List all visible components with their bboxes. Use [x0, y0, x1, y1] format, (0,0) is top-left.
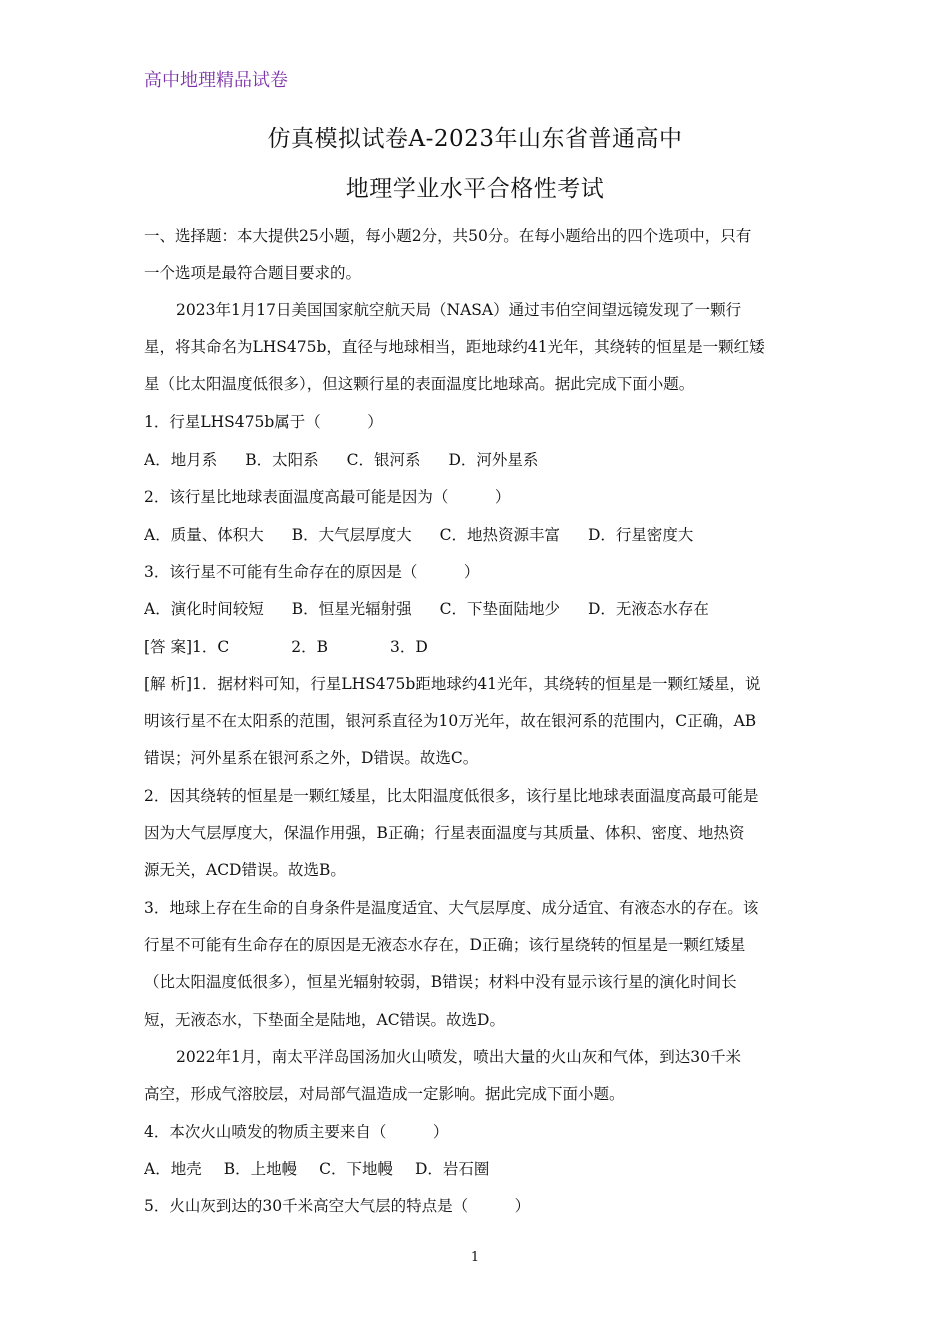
option-b: B．大气层厚度大	[291, 526, 412, 544]
material-1-line-1: 2023年1月17日美国国家航空航天局（NASA）通过韦伯空间望远镜发现了一颗行	[176, 301, 742, 319]
question-5-stem: 5．火山灰到达的30千米高空大气层的特点是（ ）	[144, 1197, 531, 1215]
section-instruction-1: 一、选择题：本大提供25小题，每小题2分，共50分。在每小题给出的四个选项中，只有	[144, 227, 752, 245]
option-b: B．太阳系	[245, 451, 319, 469]
analysis-line-9: （比太阳温度低很多），恒星光辐射较弱，B错误；材料中没有显示该行星的演化时间长	[144, 973, 737, 991]
question-4-stem: 4．本次火山喷发的物质主要来自（ ）	[144, 1123, 449, 1141]
option-b: B．恒星光辐射强	[291, 600, 412, 618]
analysis-line-7: 3．地球上存在生命的自身条件是温度适宜、大气层厚度、成分适宜、有液态水的存在。该	[144, 899, 759, 917]
analysis-line-2: 明该行星不在太阳系的范围，银河系直径为10万光年，故在银河系的范围内，C正确，AB	[144, 712, 757, 730]
option-d: D．岩石圈	[414, 1160, 490, 1178]
question-3-options	[144, 597, 814, 619]
question-1-options	[144, 448, 814, 470]
option-b: B．上地幔	[223, 1160, 298, 1178]
option-c: C．下垫面陆地少	[439, 600, 560, 618]
option-c: C．银河系	[346, 451, 421, 469]
option-d: D．河外星系	[448, 451, 539, 469]
title-line-1: 仿真模拟试卷A-2023年山东省普通高中	[267, 126, 683, 152]
analysis-line-10: 短，无液态水，下垫面全是陆地，AC错误。故选D。	[144, 1011, 505, 1029]
material-1-line-3: 星（比太阳温度低很多），但这颗行星的表面温度比地球高。据此完成下面小题。	[144, 375, 695, 393]
material-1-line-2: 星，将其命名为LHS475b，直径与地球相当，距地球约41光年，其绕转的恒星是一颗红矮	[144, 338, 765, 356]
analysis-line-8: 行星不可能有生命存在的原因是无液态水存在，D正确；该行星绕转的恒星是一颗红矮星	[144, 936, 746, 954]
question-2-options	[144, 523, 814, 545]
question-2-stem: 2．该行星比地球表面温度高最可能是因为（ ）	[144, 488, 511, 506]
section-instruction-2: 一个选项是最符合题目要求的。	[144, 264, 362, 282]
page-header: 高中地理精品试卷	[144, 70, 288, 91]
page-number: 1	[470, 1250, 480, 1265]
option-a: A．质量、体积大	[144, 526, 264, 544]
title-line-2: 地理学业水平合格性考试	[345, 176, 605, 202]
option-d: D．行星密度大	[587, 526, 694, 544]
material-2-line-2: 高空，形成气溶胶层，对局部气温造成一定影响。据此完成下面小题。	[144, 1085, 625, 1103]
analysis-line-4: 2．因其绕转的恒星是一颗红矮星，比太阳温度低很多，该行星比地球表面温度高最可能是	[144, 787, 759, 805]
option-d: D．无液态水存在	[587, 600, 709, 618]
question-3-stem: 3．该行星不可能有生命存在的原因是（ ）	[144, 563, 480, 581]
question-1-stem: 1．行星LHS475b属于（ ）	[144, 413, 383, 431]
question-4-options	[144, 1157, 814, 1179]
option-a: A．演化时间较短	[144, 600, 264, 618]
analysis-line-1: [解 析]1．据材料可知，行星LHS475b距地球约41光年，其绕转的恒星是一颗红矮星，说	[144, 675, 761, 693]
answer-line: [答 案]1．C 2．B 3．D	[144, 638, 428, 656]
analysis-line-5: 因为大气层厚度大，保温作用强，B正确；行星表面温度与其质量、体积、密度、地热资	[144, 824, 745, 842]
material-2-line-1: 2022年1月，南太平洋岛国汤加火山喷发，喷出大量的火山灰和气体，到达30千米	[176, 1048, 742, 1066]
option-a: A．地月系	[144, 451, 218, 469]
option-c: C．下地幔	[319, 1160, 393, 1178]
option-a: A．地壳	[144, 1160, 202, 1178]
analysis-line-6: 源无关，ACD错误。故选B。	[144, 861, 346, 879]
analysis-line-3: 错误；河外星系在银河系之外，D错误。故选C。	[144, 749, 479, 767]
option-c: C．地热资源丰富	[439, 526, 560, 544]
